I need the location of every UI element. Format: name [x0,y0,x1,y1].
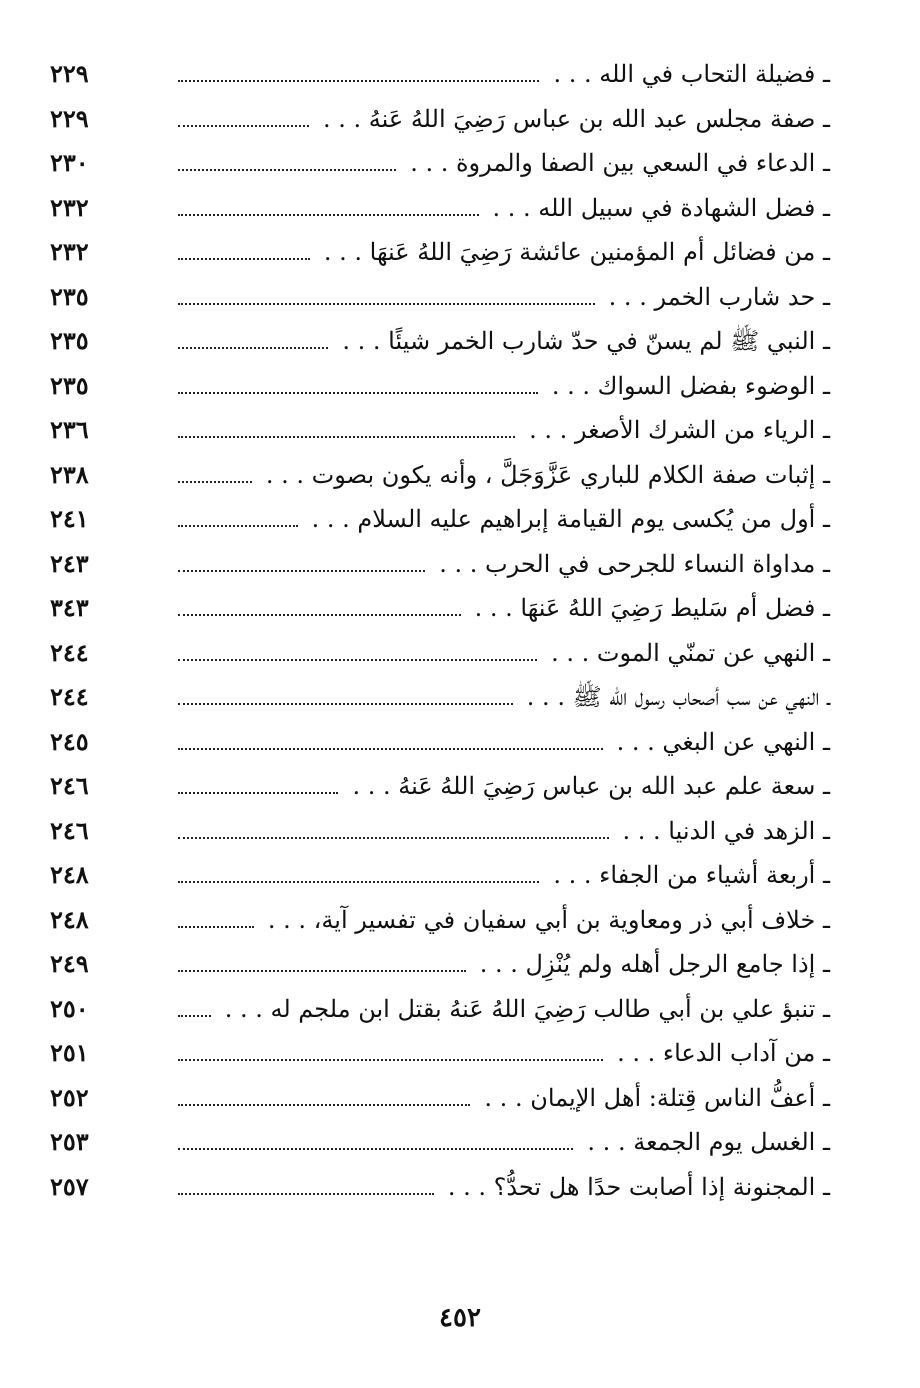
dot-leader [178,614,461,616]
dot-leader [178,347,328,349]
toc-entry [50,631,830,676]
toc-entry [50,97,830,142]
toc-entry [50,1031,830,1076]
toc-entry-title: ـ الرياء من الشرك الأصغر . . . [529,416,830,444]
dot-leader [178,258,310,260]
toc-entry [50,497,830,542]
dot-leader [178,436,515,438]
toc-entry-page-number: ٢٢٩ [50,103,89,133]
toc-entry-page-number: ٢٤٦ [50,771,89,800]
toc-entry-page-number: ٢٥٢ [50,1082,89,1112]
dot-leader [178,481,252,483]
toc-entry-page-number: ٢٢٩ [50,59,89,88]
toc-entry-page-number: ٢٤٩ [50,949,89,978]
toc-entry-page-number: ٢٥٧ [50,1171,89,1201]
toc-entry [50,809,830,854]
toc-entry-page-number: ٢٥٣ [50,1127,89,1156]
toc-entry [50,675,830,720]
dot-leader [178,1148,573,1150]
toc-entry [50,186,830,231]
toc-entry [50,1165,830,1210]
toc-entry-page-number: ٢٤١ [50,504,89,533]
toc-entry-title: ـ صفة مجلس عبد الله بن عباس رَضِيَ اللهُ عَنهُ . . . [322,104,830,133]
toc-entry-title: ـ الزهد في الدنيا . . . [622,816,830,845]
toc-entry [50,364,830,409]
toc-entry-page-number: ٢٤٥ [50,726,89,756]
toc-entry [50,275,830,320]
toc-entry [50,542,830,587]
toc-entry [50,764,830,809]
toc-entry-page-number: ٢٤٨ [50,860,89,889]
toc-entry [50,453,830,498]
toc-entry-title: ـ خلاف أبي ذر ومعاوية بن أبي سفيان في تفسير آية، . . . [267,905,830,934]
toc-entry-title: ـ النهي عن تمنّي الموت . . . [551,638,830,667]
toc-entry-page-number: ٢٣٢ [50,237,89,266]
toc-entry-page-number: ٢٣٥ [50,326,89,355]
toc-entry-title: ـ فضل الشهادة في سبيل الله . . . [492,193,830,222]
dot-leader [178,748,603,750]
dot-leader [178,80,539,82]
toc-entry-title: ـ إثبات صفة الكلام للباري عَزَّوَجَلَّ ، وأنه يكون بصوت . . . [265,460,830,489]
toc-entry-page-number: ٢٤٤ [50,637,89,667]
toc-entry [50,230,830,275]
toc-entry-page-number: ٢٣٨ [50,459,89,489]
dot-leader [178,881,539,883]
page-folio: ٤٥٢ [439,1303,481,1333]
toc-entry-page-number: ٢٣٥ [50,281,89,311]
toc-entry-page-number: ٣٤٣ [50,593,89,622]
toc-entry-page-number: ٢٤٦ [50,815,89,845]
toc-entry-title: ـ من آداب الدعاء . . . [617,1039,830,1067]
toc-entry-title: ـ النبي ﷺ لم يسنّ في حدّ شارب الخمر شيئًا . . . [342,327,830,355]
toc-entry [50,1120,830,1165]
dot-leader [178,214,479,216]
dot-leader [178,125,309,127]
toc-entry-page-number: ٢٣٠ [50,148,89,177]
dot-leader [178,792,338,794]
table-of-contents [50,52,830,1209]
toc-entry-title: ـ من فضائل أم المؤمنين عائشة رَضِيَ اللهُ عَنهَا . . . [323,238,830,266]
toc-entry-title: ـ الدعاء في السعي بين الصفا والمروة . . . [410,149,830,177]
toc-entry-title: ـ تنبؤ علي بن أبي طالب رَضِيَ اللهُ عَنهُ بقتل ابن ملجم له . . . [224,994,830,1023]
toc-entry-title: ـ فضل أم سَليط رَضِيَ اللهُ عَنهَا . . . [474,594,830,622]
toc-entry [50,853,830,898]
dot-leader [178,1193,434,1195]
dot-leader [178,1059,603,1061]
dot-leader [178,1015,211,1017]
toc-entry-title: ـ النهي عن البغي . . . [616,727,830,756]
toc-entry [50,141,830,186]
dot-leader [178,970,466,972]
toc-entry-title: ـ النهي عن سب أصحاب رسول الله ﷺ . . . [526,683,830,711]
toc-entry-title: ـ الغسل يوم الجمعة . . . [587,1128,830,1156]
toc-entry-title: ـ سعة علم عبد الله بن عباس رَضِيَ اللهُ عَنهُ . . . [352,772,830,800]
toc-entry-page-number: ٢٥١ [50,1038,89,1067]
toc-entry-title: ـ أول من يُكسى يوم القيامة إبراهيم عليه السلام . . . [311,505,830,533]
toc-entry-title: ـ إذا جامع الرجل أهله ولم يُنْزِل . . . [479,950,830,978]
toc-entry [50,586,830,631]
dot-leader [178,169,396,171]
toc-entry-title: ـ حد شارب الخمر . . . [608,282,830,311]
dot-leader [178,570,425,572]
toc-entry-page-number: ٢٣٦ [50,415,89,444]
dot-leader [178,926,254,928]
toc-entry-title: ـ الوضوء بفضل السواك . . . [551,371,830,400]
dot-leader [178,1104,470,1106]
toc-entry-page-number: ٢٣٢ [50,192,89,222]
dot-leader [178,392,538,394]
toc-entry-page-number: ٢٥٠ [50,993,89,1023]
toc-entry [50,1076,830,1121]
dot-leader [178,659,537,661]
dot-leader [178,837,609,839]
toc-entry-page-number: ٢٤٣ [50,548,89,578]
toc-entry [50,898,830,943]
toc-entry [50,942,830,987]
toc-entry [50,987,830,1032]
toc-entry-title: ـ المجنونة إذا أصابت حدًا هل تحدُّ؟ . . . [447,1172,830,1201]
dot-leader [178,303,595,305]
toc-entry [50,720,830,765]
dot-leader [178,525,298,527]
toc-entry-page-number: ٢٣٥ [50,370,89,400]
toc-entry-page-number: ٢٤٨ [50,904,89,934]
toc-entry-title: ـ أعفُّ الناس قِتلة: أهل الإيمان . . . [484,1083,830,1112]
toc-entry [50,319,830,364]
toc-entry-title: ـ فضيلة التحاب في الله . . . [553,60,830,88]
toc-entry [50,52,830,97]
toc-entry-title: ـ مداواة النساء للجرحى في الحرب . . . [439,549,830,578]
toc-entry-page-number: ٢٤٤ [50,682,89,711]
toc-entry-title: ـ أربعة أشياء من الجفاء . . . [553,861,830,889]
dot-leader [178,703,513,705]
toc-entry [50,408,830,453]
